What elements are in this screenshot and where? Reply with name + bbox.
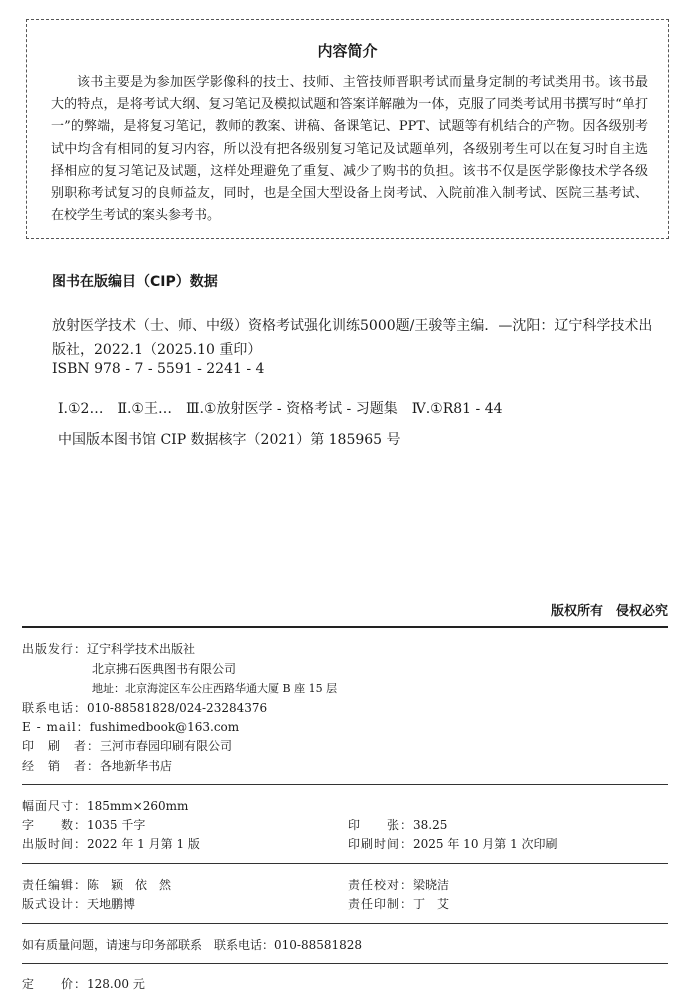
sheets-row (348, 816, 447, 833)
divider (22, 626, 668, 628)
proof-value: 梁晓洁 (413, 878, 450, 892)
divider (22, 863, 668, 864)
divider (22, 784, 668, 785)
proof-label: 责任校对： (348, 878, 414, 892)
printer-label: 印 刷 者： (22, 739, 101, 753)
size-label: 幅面尺寸： (22, 799, 88, 813)
cip-record: 放射医学技术（士、师、中级）资格考试强化训练5000题/王骏等主编．—沈阳：辽宁科学技术出版社，2022.1（2025.10 重印） (52, 318, 653, 358)
quality-note: 如有质量问题，请速与印务部联系 联系电话：010-88581828 (22, 938, 363, 952)
cip-isbn: ISBN 978 - 7 - 5591 - 2241 - 4 (52, 361, 265, 377)
publisher-name: 辽宁科学技术出版社 (87, 642, 196, 656)
distributor-row (22, 757, 172, 774)
pub-time-value: 2022 年 1 月第 1 版 (87, 837, 200, 851)
content-summary-box (26, 19, 669, 239)
editor-row (22, 876, 171, 893)
cip-library-note: 中国版本图书馆 CIP 数据核字（2021）第 185965 号 (58, 432, 401, 448)
email-value: fushimedbook@163.com (89, 720, 240, 734)
design-row (22, 895, 135, 912)
phone-value: 010-88581828/024-23284376 (87, 701, 268, 715)
printing-value: 丁 艾 (413, 897, 450, 911)
printing-row (348, 895, 449, 912)
printer-value: 三河市春园印刷有限公司 (100, 739, 233, 753)
divider (22, 963, 668, 964)
words-row (22, 816, 145, 833)
sheets-value: 38.25 (413, 818, 448, 832)
printing-label: 责任印制： (348, 897, 414, 911)
design-value: 天地鹏博 (87, 897, 136, 911)
pub-time-row (22, 835, 200, 852)
size-row (22, 797, 188, 814)
publisher-row (22, 640, 195, 657)
distributor-label: 经 销 者： (22, 759, 101, 773)
editor-label: 责任编辑： (22, 878, 88, 892)
size-value: 185mm×260mm (87, 799, 189, 813)
cip-classification: Ⅰ.①2… Ⅱ.①王… Ⅲ.①放射医学 - 资格考试 - 习题集 Ⅳ.①R81 - 44 (58, 401, 503, 417)
email-label: E - mail： (22, 720, 90, 734)
words-value: 1035 千字 (87, 818, 146, 832)
print-time-value: 2025 年 10 月第 1 次印刷 (413, 837, 558, 851)
pub-time-label: 出版时间： (22, 837, 88, 851)
publisher-label: 出版发行： (22, 642, 88, 656)
sheets-label: 印 张： (348, 818, 414, 832)
words-label: 字 数： (22, 818, 88, 832)
print-time-row (348, 835, 558, 852)
cip-heading: 图书在版编目（CIP）数据 (52, 274, 218, 290)
design-label: 版式设计： (22, 897, 88, 911)
summary-title: 内容简介 (317, 42, 378, 60)
co-publisher: 北京拂石医典图书有限公司 (92, 662, 237, 676)
editor-value: 陈 颖 依 然 (87, 878, 172, 892)
copyright-notice: 版权所有 侵权必究 (550, 604, 668, 619)
proof-row (348, 876, 449, 893)
phone-row (22, 699, 267, 716)
publisher-address: 地址：北京海淀区车公庄西路华通大厦 B 座 15 层 (92, 682, 338, 695)
phone-label: 联系电话： (22, 701, 88, 715)
distributor-value: 各地新华书店 (100, 759, 173, 773)
print-time-label: 印刷时间： (348, 837, 414, 851)
price-row (22, 975, 145, 992)
price-label: 定 价： (22, 977, 88, 991)
printer-row (22, 737, 232, 754)
email-row (22, 718, 239, 735)
divider (22, 923, 668, 924)
summary-text: 该书主要是为参加医学影像科的技士、技师、主管技师晋职考试而量身定制的考试类用书。该书最大的特点，是将考试大纲、复习笔记及模拟试题和答案详解融为一体，克服了同类考试用书撰写时“单打一”的弊端，是将复习笔记，教师的教案、讲稿、备课笔记、PPT、试题等有机结合的产物。因各级别考试中均含有相同的复习内容，所以没有把各级别复习笔记及试题单列，各级别考生可以在复习时自主选择相应的复习笔记及试题，这样处理避免了重复、减少了购书的负担。该书不仅是医学影像技术学各级别职称考试复习的良师益友，同时，也是全国大型设备上岗考试、入院前准入制考试、医院三基考试、在校学生考试的案头参考书。 (51, 75, 648, 224)
price-value: 128.00 元 (87, 977, 145, 991)
